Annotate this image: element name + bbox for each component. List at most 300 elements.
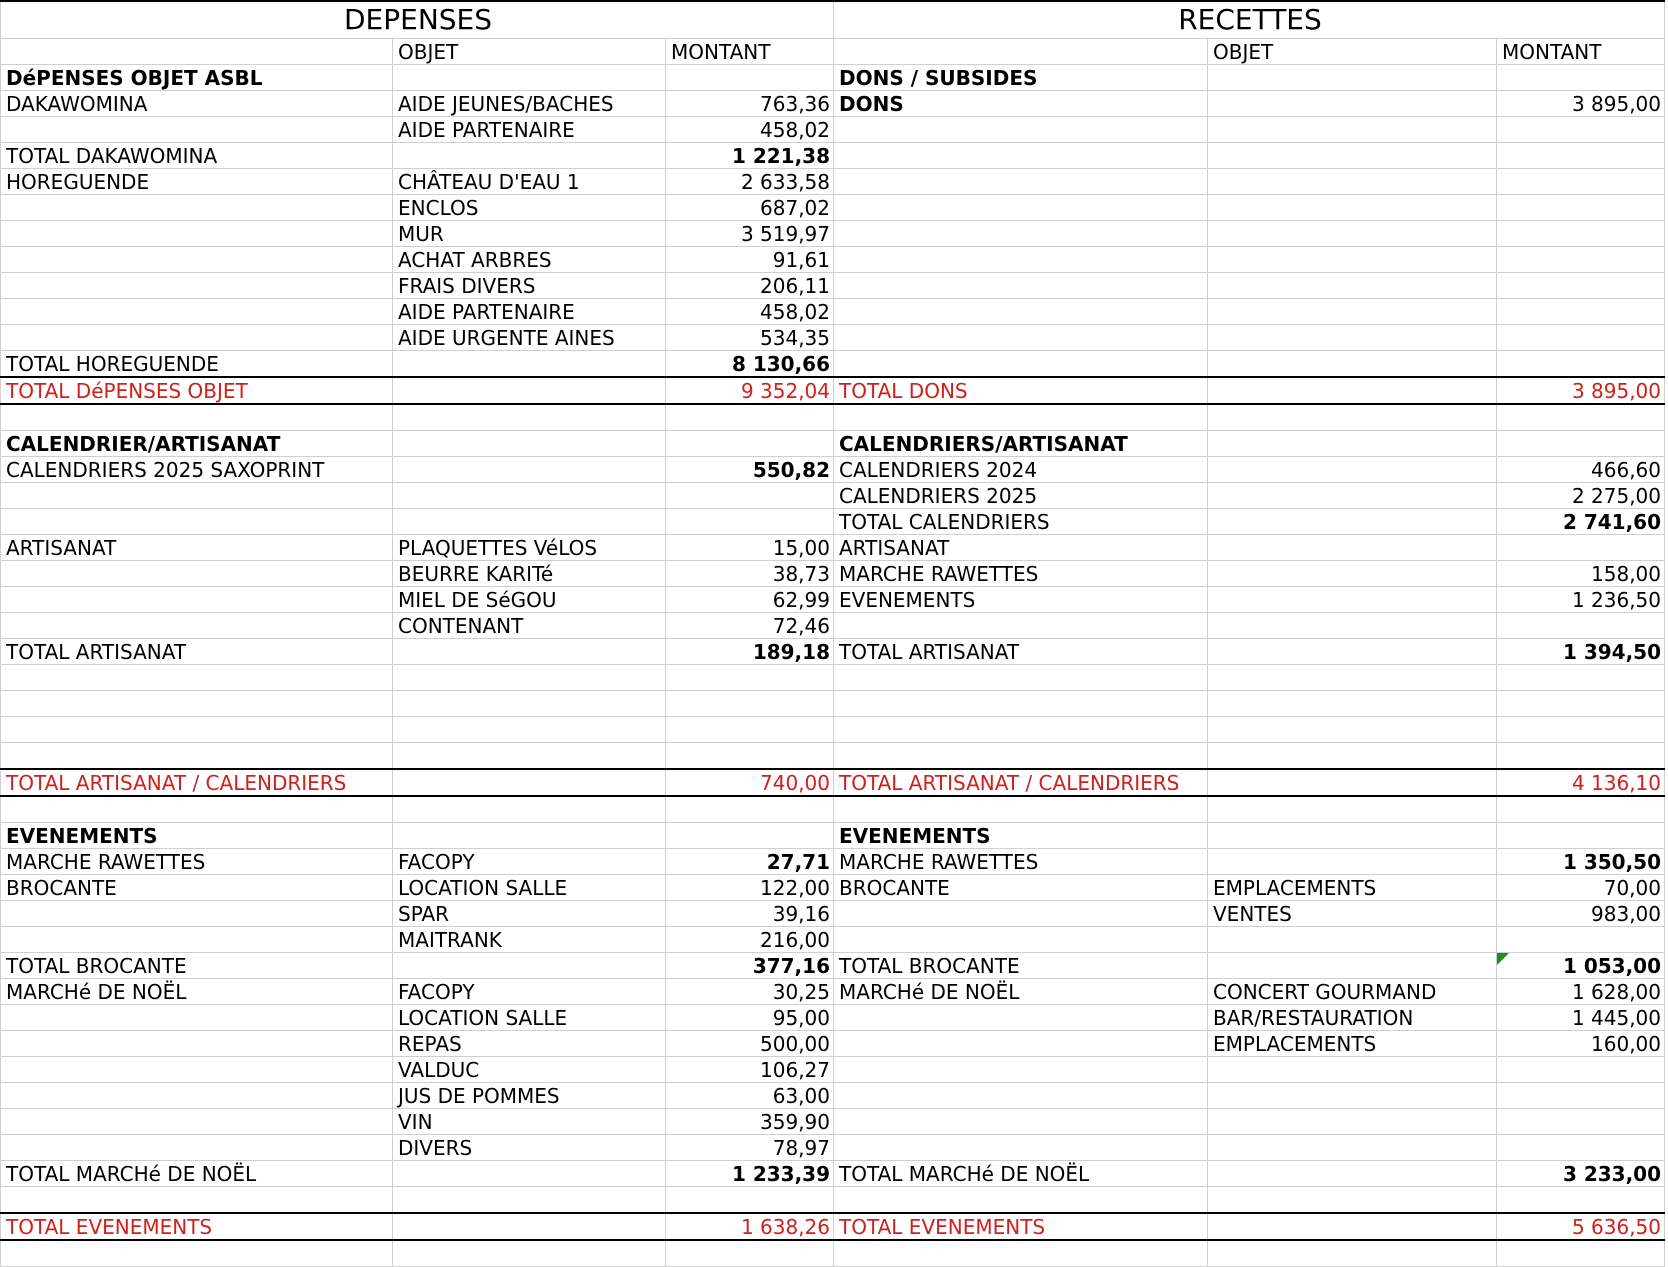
depenses-objet-cell[interactable]: CHÂTEAU D'EAU 1: [393, 169, 666, 195]
depenses-label-cell[interactable]: [1, 561, 393, 587]
recettes-objet-cell[interactable]: [1208, 823, 1497, 849]
recettes-montant-cell[interactable]: [1497, 823, 1665, 849]
depenses-montant-cell[interactable]: 687,02: [666, 195, 834, 221]
recettes-label-cell[interactable]: DONS / SUBSIDES: [834, 65, 1208, 91]
recettes-montant-cell[interactable]: [1497, 535, 1665, 561]
recettes-montant-cell[interactable]: [1497, 351, 1665, 378]
recettes-montant-cell[interactable]: 5 636,50: [1497, 1213, 1665, 1240]
depenses-label-cell[interactable]: [1, 273, 393, 299]
recettes-montant-cell[interactable]: [1497, 613, 1665, 639]
depenses-label-cell[interactable]: BROCANTE: [1, 875, 393, 901]
recettes-objet-cell[interactable]: [1208, 1057, 1497, 1083]
recettes-objet-cell[interactable]: [1208, 483, 1497, 509]
recettes-objet-cell[interactable]: [1208, 1240, 1497, 1267]
recettes-montant-cell[interactable]: [1497, 65, 1665, 91]
recettes-objet-cell[interactable]: [1208, 143, 1497, 169]
table-row: [1, 901, 1665, 927]
recettes-montant-cell[interactable]: [1497, 1083, 1665, 1109]
depenses-objet-cell[interactable]: DIVERS: [393, 1135, 666, 1161]
depenses-label-cell[interactable]: TOTAL BROCANTE: [1, 953, 393, 979]
recettes-objet-cell[interactable]: [1208, 299, 1497, 325]
depenses-montant-cell[interactable]: [666, 65, 834, 91]
depenses-objet-cell[interactable]: [393, 1213, 666, 1240]
depenses-objet-cell[interactable]: [393, 509, 666, 535]
depenses-montant-cell[interactable]: 500,00: [666, 1031, 834, 1057]
recettes-objet-cell[interactable]: [1208, 717, 1497, 743]
recettes-objet-cell[interactable]: [1208, 796, 1497, 823]
depenses-montant-cell[interactable]: 1 638,26: [666, 1213, 834, 1240]
recettes-objet-header[interactable]: OBJET: [1208, 39, 1497, 65]
recettes-label-cell[interactable]: [834, 927, 1208, 953]
recettes-label-cell[interactable]: CALENDRIERS 2024: [834, 457, 1208, 483]
depenses-montant-cell[interactable]: 206,11: [666, 273, 834, 299]
depenses-header[interactable]: DEPENSES: [1, 1, 834, 39]
table-row: [1, 404, 1665, 431]
recettes-montant-cell[interactable]: 466,60: [1497, 457, 1665, 483]
depenses-label-cell[interactable]: TOTAL HOREGUENDE: [1, 351, 393, 378]
recettes-objet-cell[interactable]: [1208, 65, 1497, 91]
recettes-montant-cell[interactable]: [1497, 1187, 1665, 1214]
depenses-objet-cell[interactable]: [393, 404, 666, 431]
recettes-objet-cell[interactable]: [1208, 613, 1497, 639]
depenses-objet-cell[interactable]: REPAS: [393, 1031, 666, 1057]
recettes-label-cell[interactable]: [834, 1135, 1208, 1161]
depenses-montant-cell[interactable]: [666, 509, 834, 535]
depenses-montant-cell[interactable]: 763,36: [666, 91, 834, 117]
depenses-label-cell[interactable]: [1, 927, 393, 953]
depenses-label-cell[interactable]: TOTAL DAKAWOMINA: [1, 143, 393, 169]
depenses-label-cell[interactable]: CALENDRIERS 2025 SAXOPRINT: [1, 457, 393, 483]
recettes-objet-cell[interactable]: [1208, 377, 1497, 404]
recettes-montant-cell[interactable]: 1 236,50: [1497, 587, 1665, 613]
depenses-montant-cell[interactable]: 740,00: [666, 769, 834, 796]
recettes-montant-cell[interactable]: [1497, 431, 1665, 457]
depenses-label-cell[interactable]: [1, 1057, 393, 1083]
recettes-label-cell[interactable]: [834, 169, 1208, 195]
recettes-label-cell[interactable]: EVENEMENTS: [834, 587, 1208, 613]
recettes-label-cell[interactable]: [834, 1109, 1208, 1135]
recettes-objet-cell[interactable]: [1208, 1109, 1497, 1135]
recettes-objet-cell[interactable]: [1208, 431, 1497, 457]
depenses-montant-cell[interactable]: 9 352,04: [666, 377, 834, 404]
recettes-objet-cell[interactable]: [1208, 535, 1497, 561]
depenses-objet-cell[interactable]: [393, 457, 666, 483]
recettes-label-cell[interactable]: MARCHé DE NOËL: [834, 979, 1208, 1005]
recettes-objet-cell[interactable]: [1208, 91, 1497, 117]
depenses-objet-cell[interactable]: CONTENANT: [393, 613, 666, 639]
recettes-montant-cell[interactable]: 160,00: [1497, 1031, 1665, 1057]
depenses-label-cell[interactable]: [1, 613, 393, 639]
depenses-montant-cell[interactable]: 27,71: [666, 849, 834, 875]
depenses-label-cell[interactable]: TOTAL MARCHé DE NOËL: [1, 1161, 393, 1187]
depenses-montant-cell[interactable]: 1 233,39: [666, 1161, 834, 1187]
recettes-objet-cell[interactable]: CONCERT GOURMAND: [1208, 979, 1497, 1005]
depenses-montant-header[interactable]: MONTANT: [666, 39, 834, 65]
recettes-montant-cell[interactable]: [1497, 273, 1665, 299]
depenses-objet-cell[interactable]: VIN: [393, 1109, 666, 1135]
table-row: [1, 1240, 1665, 1267]
recettes-montant-cell[interactable]: [1497, 953, 1665, 979]
recettes-objet-cell[interactable]: [1208, 665, 1497, 691]
recettes-objet-cell[interactable]: [1208, 953, 1497, 979]
recettes-objet-cell[interactable]: [1208, 1187, 1497, 1214]
depenses-montant-cell[interactable]: 458,02: [666, 117, 834, 143]
depenses-objet-cell[interactable]: [393, 351, 666, 378]
recettes-montant-cell[interactable]: 3 895,00: [1497, 377, 1665, 404]
recettes-objet-cell[interactable]: [1208, 561, 1497, 587]
recettes-label-cell[interactable]: [834, 1240, 1208, 1267]
recettes-label-cell[interactable]: [834, 1005, 1208, 1031]
depenses-montant-cell[interactable]: [666, 743, 834, 770]
recettes-montant-cell[interactable]: 4 136,10: [1497, 769, 1665, 796]
depenses-label-cell[interactable]: [1, 1109, 393, 1135]
depenses-label-cell[interactable]: [1, 717, 393, 743]
depenses-label-cell[interactable]: [1, 587, 393, 613]
depenses-montant-cell[interactable]: 95,00: [666, 1005, 834, 1031]
depenses-montant-cell[interactable]: 458,02: [666, 299, 834, 325]
recettes-objet-cell[interactable]: [1208, 1135, 1497, 1161]
recettes-objet-cell[interactable]: [1208, 769, 1497, 796]
recettes-montant-header[interactable]: MONTANT: [1497, 39, 1665, 65]
depenses-montant-cell[interactable]: 2 633,58: [666, 169, 834, 195]
recettes-objet-cell[interactable]: VENTES: [1208, 901, 1497, 927]
recettes-montant-cell[interactable]: 1 394,50: [1497, 639, 1665, 665]
recettes-header[interactable]: RECETTES: [834, 1, 1665, 39]
recettes-montant-cell[interactable]: 1 445,00: [1497, 1005, 1665, 1031]
recettes-objet-cell[interactable]: [1208, 587, 1497, 613]
recettes-label-cell[interactable]: [834, 404, 1208, 431]
recettes-montant-cell[interactable]: [1497, 195, 1665, 221]
depenses-objet-cell[interactable]: LOCATION SALLE: [393, 875, 666, 901]
recettes-montant-cell[interactable]: 158,00: [1497, 561, 1665, 587]
depenses-label-cell[interactable]: [1, 1083, 393, 1109]
depenses-objet-cell[interactable]: AIDE PARTENAIRE: [393, 117, 666, 143]
recettes-label-cell[interactable]: MARCHE RAWETTES: [834, 561, 1208, 587]
recettes-montant-cell[interactable]: 2 741,60: [1497, 509, 1665, 535]
depenses-objet-cell[interactable]: [393, 1240, 666, 1267]
depenses-objet-cell[interactable]: BEURRE KARITé: [393, 561, 666, 587]
depenses-montant-cell[interactable]: 189,18: [666, 639, 834, 665]
recettes-label-cell[interactable]: CALENDRIERS/ARTISANAT: [834, 431, 1208, 457]
recettes-objet-cell[interactable]: [1208, 509, 1497, 535]
recettes-objet-cell[interactable]: [1208, 117, 1497, 143]
depenses-label-cell[interactable]: [1, 509, 393, 535]
recettes-label-cell[interactable]: [834, 1057, 1208, 1083]
recettes-label-cell[interactable]: TOTAL CALENDRIERS: [834, 509, 1208, 535]
recettes-label-cell[interactable]: DONS: [834, 91, 1208, 117]
depenses-montant-cell[interactable]: 39,16: [666, 901, 834, 927]
recettes-montant-cell[interactable]: [1497, 796, 1665, 823]
depenses-label-cell[interactable]: MARCHE RAWETTES: [1, 849, 393, 875]
depenses-label-cell[interactable]: [1, 1031, 393, 1057]
depenses-objet-cell[interactable]: [393, 639, 666, 665]
depenses-montant-cell[interactable]: 122,00: [666, 875, 834, 901]
depenses-montant-cell[interactable]: 1 221,38: [666, 143, 834, 169]
recettes-label-cell[interactable]: [834, 743, 1208, 770]
depenses-montant-cell[interactable]: [666, 404, 834, 431]
depenses-objet-cell[interactable]: [393, 769, 666, 796]
recettes-objet-cell[interactable]: [1208, 221, 1497, 247]
table-row: [1, 299, 1665, 325]
recettes-objet-cell[interactable]: EMPLACEMENTS: [1208, 875, 1497, 901]
depenses-montant-cell[interactable]: 106,27: [666, 1057, 834, 1083]
recettes-label-cell[interactable]: MARCHE RAWETTES: [834, 849, 1208, 875]
recettes-montant-cell[interactable]: [1497, 743, 1665, 770]
depenses-label-cell[interactable]: [1, 404, 393, 431]
depenses-label-cell[interactable]: [1, 691, 393, 717]
recettes-objet-cell[interactable]: [1208, 351, 1497, 378]
recettes-objet-cell[interactable]: [1208, 927, 1497, 953]
depenses-objet-header[interactable]: OBJET: [393, 39, 666, 65]
recettes-label-cell[interactable]: CALENDRIERS 2025: [834, 483, 1208, 509]
recettes-objet-cell[interactable]: [1208, 1083, 1497, 1109]
depenses-label-cell[interactable]: TOTAL ARTISANAT: [1, 639, 393, 665]
depenses-label-cell[interactable]: [1, 117, 393, 143]
depenses-label-cell[interactable]: [1, 221, 393, 247]
recettes-label-cell[interactable]: [834, 691, 1208, 717]
recettes-label-cell[interactable]: [834, 273, 1208, 299]
depenses-objet-cell[interactable]: [393, 717, 666, 743]
depenses-objet-cell[interactable]: [393, 665, 666, 691]
depenses-objet-cell[interactable]: AIDE PARTENAIRE: [393, 299, 666, 325]
depenses-montant-cell[interactable]: [666, 431, 834, 457]
cell[interactable]: [1, 39, 393, 65]
depenses-montant-cell[interactable]: 377,16: [666, 953, 834, 979]
recettes-label-cell[interactable]: [834, 796, 1208, 823]
recettes-label-cell[interactable]: [834, 325, 1208, 351]
depenses-objet-cell[interactable]: MIEL DE SéGOU: [393, 587, 666, 613]
depenses-label-cell[interactable]: MARCHé DE NOËL: [1, 979, 393, 1005]
recettes-label-cell[interactable]: TOTAL ARTISANAT / CALENDRIERS: [834, 769, 1208, 796]
recettes-label-cell[interactable]: [834, 613, 1208, 639]
recettes-montant-cell[interactable]: 3 233,00: [1497, 1161, 1665, 1187]
depenses-label-cell[interactable]: [1, 796, 393, 823]
column-header-row: [1, 39, 1665, 65]
recettes-objet-cell[interactable]: [1208, 691, 1497, 717]
depenses-montant-cell[interactable]: 359,90: [666, 1109, 834, 1135]
recettes-label-cell[interactable]: [834, 1083, 1208, 1109]
recettes-label-cell[interactable]: [834, 299, 1208, 325]
depenses-objet-cell[interactable]: SPAR: [393, 901, 666, 927]
depenses-label-cell[interactable]: [1, 1187, 393, 1214]
cell[interactable]: [834, 39, 1208, 65]
depenses-objet-cell[interactable]: ACHAT ARBRES: [393, 247, 666, 273]
recettes-montant-cell[interactable]: [1497, 927, 1665, 953]
recettes-montant-cell[interactable]: [1497, 325, 1665, 351]
recettes-montant-cell[interactable]: 70,00: [1497, 875, 1665, 901]
depenses-objet-cell[interactable]: [393, 953, 666, 979]
depenses-objet-cell[interactable]: FACOPY: [393, 979, 666, 1005]
table-row: [1, 1213, 1665, 1240]
depenses-objet-cell[interactable]: MAITRANK: [393, 927, 666, 953]
recettes-objet-cell[interactable]: [1208, 1213, 1497, 1240]
recettes-label-cell[interactable]: [834, 1187, 1208, 1214]
table-row: [1, 665, 1665, 691]
depenses-objet-cell[interactable]: [393, 483, 666, 509]
depenses-objet-cell[interactable]: LOCATION SALLE: [393, 1005, 666, 1031]
recettes-montant-cell[interactable]: [1497, 221, 1665, 247]
depenses-montant-cell[interactable]: 62,99: [666, 587, 834, 613]
depenses-label-cell[interactable]: TOTAL ARTISANAT / CALENDRIERS: [1, 769, 393, 796]
table-row: [1, 117, 1665, 143]
depenses-montant-cell[interactable]: 550,82: [666, 457, 834, 483]
recettes-montant-cell[interactable]: [1497, 117, 1665, 143]
recettes-label-cell[interactable]: [834, 901, 1208, 927]
depenses-objet-cell[interactable]: [393, 377, 666, 404]
depenses-objet-cell[interactable]: JUS DE POMMES: [393, 1083, 666, 1109]
depenses-label-cell[interactable]: DéPENSES OBJET ASBL: [1, 65, 393, 91]
recettes-objet-cell[interactable]: [1208, 639, 1497, 665]
depenses-montant-cell[interactable]: [666, 691, 834, 717]
depenses-objet-cell[interactable]: ENCLOS: [393, 195, 666, 221]
depenses-label-cell[interactable]: TOTAL EVENEMENTS: [1, 1213, 393, 1240]
recettes-label-cell[interactable]: TOTAL ARTISANAT: [834, 639, 1208, 665]
depenses-objet-cell[interactable]: [393, 796, 666, 823]
depenses-label-cell[interactable]: [1, 325, 393, 351]
recettes-objet-cell[interactable]: [1208, 457, 1497, 483]
recettes-montant-cell[interactable]: [1497, 717, 1665, 743]
recettes-objet-cell[interactable]: [1208, 404, 1497, 431]
depenses-label-cell[interactable]: ARTISANAT: [1, 535, 393, 561]
depenses-montant-cell[interactable]: 91,61: [666, 247, 834, 273]
recettes-objet-cell[interactable]: [1208, 743, 1497, 770]
depenses-label-cell[interactable]: HOREGUENDE: [1, 169, 393, 195]
depenses-label-cell[interactable]: TOTAL DéPENSES OBJET: [1, 377, 393, 404]
depenses-objet-cell[interactable]: [393, 1187, 666, 1214]
recettes-montant-cell[interactable]: 1 628,00: [1497, 979, 1665, 1005]
depenses-label-cell[interactable]: [1, 901, 393, 927]
recettes-montant-cell[interactable]: [1497, 1240, 1665, 1267]
recettes-objet-cell[interactable]: [1208, 169, 1497, 195]
table-row: [1, 483, 1665, 509]
depenses-objet-cell[interactable]: [393, 143, 666, 169]
depenses-montant-cell[interactable]: [666, 1240, 834, 1267]
recettes-montant-cell[interactable]: 983,00: [1497, 901, 1665, 927]
depenses-montant-cell[interactable]: 534,35: [666, 325, 834, 351]
depenses-montant-cell[interactable]: [666, 823, 834, 849]
depenses-label-cell[interactable]: DAKAWOMINA: [1, 91, 393, 117]
depenses-montant-cell[interactable]: [666, 483, 834, 509]
depenses-montant-cell[interactable]: 38,73: [666, 561, 834, 587]
recettes-montant-cell[interactable]: [1497, 143, 1665, 169]
depenses-montant-cell[interactable]: 78,97: [666, 1135, 834, 1161]
recettes-montant-cell[interactable]: [1497, 1057, 1665, 1083]
recettes-objet-cell[interactable]: [1208, 1161, 1497, 1187]
recettes-montant-cell[interactable]: [1497, 665, 1665, 691]
depenses-montant-cell[interactable]: 15,00: [666, 535, 834, 561]
depenses-montant-cell[interactable]: [666, 796, 834, 823]
table-row: [1, 325, 1665, 351]
recettes-label-cell[interactable]: TOTAL EVENEMENTS: [834, 1213, 1208, 1240]
depenses-label-cell[interactable]: [1, 1005, 393, 1031]
depenses-label-cell[interactable]: [1, 665, 393, 691]
recettes-montant-cell[interactable]: [1497, 1135, 1665, 1161]
depenses-label-cell[interactable]: EVENEMENTS: [1, 823, 393, 849]
recettes-montant-cell[interactable]: [1497, 691, 1665, 717]
depenses-montant-cell[interactable]: [666, 1187, 834, 1214]
depenses-objet-cell[interactable]: [393, 691, 666, 717]
recettes-montant-cell[interactable]: [1497, 247, 1665, 273]
depenses-montant-cell[interactable]: 8 130,66: [666, 351, 834, 378]
recettes-label-cell[interactable]: [834, 351, 1208, 378]
recettes-label-cell[interactable]: [834, 717, 1208, 743]
depenses-objet-cell[interactable]: [393, 65, 666, 91]
depenses-objet-cell[interactable]: [393, 823, 666, 849]
depenses-objet-cell[interactable]: MUR: [393, 221, 666, 247]
depenses-objet-cell[interactable]: [393, 1161, 666, 1187]
recettes-montant-cell[interactable]: [1497, 299, 1665, 325]
recettes-label-cell[interactable]: [834, 1031, 1208, 1057]
table-row: [1, 875, 1665, 901]
recettes-label-cell[interactable]: BROCANTE: [834, 875, 1208, 901]
recettes-label-cell[interactable]: [834, 247, 1208, 273]
depenses-objet-cell[interactable]: AIDE URGENTE AINES: [393, 325, 666, 351]
recettes-montant-cell[interactable]: 2 275,00: [1497, 483, 1665, 509]
depenses-label-cell[interactable]: CALENDRIER/ARTISANAT: [1, 431, 393, 457]
depenses-montant-cell[interactable]: 3 519,97: [666, 221, 834, 247]
depenses-objet-cell[interactable]: FRAIS DIVERS: [393, 273, 666, 299]
recettes-objet-cell[interactable]: BAR/RESTAURATION: [1208, 1005, 1497, 1031]
depenses-label-cell[interactable]: [1, 743, 393, 770]
recettes-label-cell[interactable]: TOTAL BROCANTE: [834, 953, 1208, 979]
recettes-montant-cell[interactable]: [1497, 1109, 1665, 1135]
depenses-objet-cell[interactable]: VALDUC: [393, 1057, 666, 1083]
recettes-label-cell[interactable]: ARTISANAT: [834, 535, 1208, 561]
recettes-label-cell[interactable]: [834, 143, 1208, 169]
recettes-objet-cell[interactable]: EMPLACEMENTS: [1208, 1031, 1497, 1057]
table-row: [1, 613, 1665, 639]
depenses-label-cell[interactable]: [1, 247, 393, 273]
recettes-label-cell[interactable]: TOTAL DONS: [834, 377, 1208, 404]
recettes-objet-cell[interactable]: [1208, 325, 1497, 351]
recettes-label-cell[interactable]: [834, 665, 1208, 691]
recettes-objet-cell[interactable]: [1208, 195, 1497, 221]
depenses-objet-cell[interactable]: PLAQUETTES VéLOS: [393, 535, 666, 561]
depenses-montant-cell[interactable]: 216,00: [666, 927, 834, 953]
recettes-objet-cell[interactable]: [1208, 849, 1497, 875]
depenses-label-cell[interactable]: [1, 195, 393, 221]
recettes-label-cell[interactable]: [834, 117, 1208, 143]
table-row: [1, 143, 1665, 169]
depenses-montant-cell[interactable]: 63,00: [666, 1083, 834, 1109]
depenses-objet-cell[interactable]: [393, 743, 666, 770]
recettes-label-cell[interactable]: [834, 221, 1208, 247]
depenses-objet-cell[interactable]: AIDE JEUNES/BACHES: [393, 91, 666, 117]
recettes-montant-cell[interactable]: 1 350,50: [1497, 849, 1665, 875]
recettes-montant-cell[interactable]: [1497, 404, 1665, 431]
recettes-objet-cell[interactable]: [1208, 273, 1497, 299]
depenses-label-cell[interactable]: [1, 483, 393, 509]
depenses-label-cell[interactable]: [1, 1135, 393, 1161]
recettes-label-cell[interactable]: [834, 195, 1208, 221]
depenses-label-cell[interactable]: [1, 299, 393, 325]
table-row: [1, 796, 1665, 823]
depenses-objet-cell[interactable]: [393, 431, 666, 457]
depenses-montant-cell[interactable]: 72,46: [666, 613, 834, 639]
recettes-montant-cell[interactable]: [1497, 169, 1665, 195]
table-row: [1, 823, 1665, 849]
recettes-label-cell[interactable]: TOTAL MARCHé DE NOËL: [834, 1161, 1208, 1187]
depenses-montant-cell[interactable]: 30,25: [666, 979, 834, 1005]
depenses-montant-cell[interactable]: [666, 717, 834, 743]
recettes-label-cell[interactable]: EVENEMENTS: [834, 823, 1208, 849]
depenses-montant-cell[interactable]: [666, 665, 834, 691]
recettes-objet-cell[interactable]: [1208, 247, 1497, 273]
table-row: [1, 65, 1665, 91]
recettes-montant-cell[interactable]: 3 895,00: [1497, 91, 1665, 117]
depenses-label-cell[interactable]: [1, 1240, 393, 1267]
depenses-objet-cell[interactable]: FACOPY: [393, 849, 666, 875]
